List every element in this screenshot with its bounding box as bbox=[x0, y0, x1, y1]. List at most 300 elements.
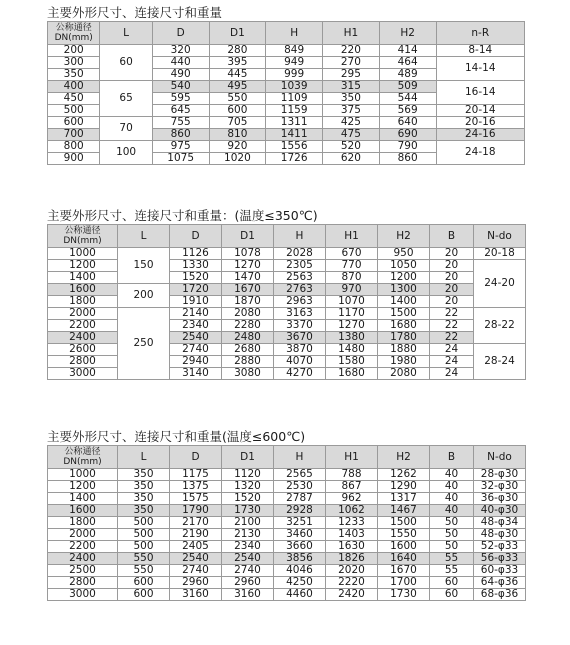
table-cell: 24 bbox=[430, 356, 474, 368]
table-cell: 1400 bbox=[48, 493, 118, 505]
table-cell: 2200 bbox=[48, 320, 118, 332]
table-cell: 2020 bbox=[326, 565, 378, 577]
table-cell: 475 bbox=[323, 129, 380, 141]
table-cell: 295 bbox=[323, 69, 380, 81]
table-cell: 1290 bbox=[378, 481, 430, 493]
table-cell: 350 bbox=[323, 93, 380, 105]
section-600c bbox=[47, 429, 525, 601]
table-cell: 70 bbox=[100, 117, 152, 141]
table-cell: 1380 bbox=[326, 332, 378, 344]
dimension-table bbox=[47, 21, 525, 165]
table-row bbox=[48, 529, 526, 541]
table-row bbox=[48, 517, 526, 529]
table-cell: 1800 bbox=[48, 517, 118, 529]
table-cell: 52-φ33 bbox=[474, 541, 526, 553]
table-cell: 350 bbox=[118, 493, 170, 505]
column-header: D bbox=[170, 225, 222, 248]
table-cell: 4250 bbox=[274, 577, 326, 589]
table-cell: 100 bbox=[100, 141, 152, 165]
table-cell: 900 bbox=[48, 153, 100, 165]
table-cell: 2960 bbox=[222, 577, 274, 589]
table-cell: 645 bbox=[152, 105, 209, 117]
table-cell: 40 bbox=[430, 493, 474, 505]
table-cell: 700 bbox=[48, 129, 100, 141]
table-row bbox=[48, 541, 526, 553]
table-cell: 2800 bbox=[48, 356, 118, 368]
table-cell: 2680 bbox=[222, 344, 274, 356]
table-cell: 22 bbox=[430, 320, 474, 332]
table-cell: 20-18 bbox=[474, 248, 526, 260]
table-row bbox=[48, 45, 525, 57]
table-cell: 2400 bbox=[48, 553, 118, 565]
table-cell: 1480 bbox=[326, 344, 378, 356]
table-row bbox=[48, 505, 526, 517]
table-cell: 55 bbox=[430, 553, 474, 565]
table-cell: 2080 bbox=[378, 368, 430, 380]
table-cell: 867 bbox=[326, 481, 378, 493]
column-header: N-do bbox=[474, 446, 526, 469]
table-cell: 4070 bbox=[274, 356, 326, 368]
table-cell: 550 bbox=[209, 93, 266, 105]
table-cell: 1880 bbox=[378, 344, 430, 356]
table-cell: 1600 bbox=[378, 541, 430, 553]
table-cell: 2740 bbox=[170, 565, 222, 577]
section-standard bbox=[47, 5, 525, 165]
table-cell: 1233 bbox=[326, 517, 378, 529]
table-cell: 1780 bbox=[378, 332, 430, 344]
table-cell: 200 bbox=[48, 45, 100, 57]
table-cell: 2763 bbox=[274, 284, 326, 296]
table-cell: 375 bbox=[323, 105, 380, 117]
table-cell: 350 bbox=[118, 469, 170, 481]
column-header: H2 bbox=[378, 225, 430, 248]
table-cell: 28-24 bbox=[474, 344, 526, 380]
table-cell: 670 bbox=[326, 248, 378, 260]
table-cell: 20 bbox=[430, 284, 474, 296]
table-cell: 24-16 bbox=[436, 129, 524, 141]
table-cell: 2963 bbox=[274, 296, 326, 308]
table-cell: 620 bbox=[323, 153, 380, 165]
table-cell: 1680 bbox=[378, 320, 430, 332]
table-cell: 1400 bbox=[378, 296, 430, 308]
table-cell: 1575 bbox=[170, 493, 222, 505]
column-header: n-R bbox=[436, 22, 524, 45]
table-cell: 1980 bbox=[378, 356, 430, 368]
section-350c bbox=[47, 208, 525, 380]
column-header: N-do bbox=[474, 225, 526, 248]
table-cell: 1826 bbox=[326, 553, 378, 565]
table-cell: 28-22 bbox=[474, 308, 526, 344]
table-cell: 3856 bbox=[274, 553, 326, 565]
table-cell: 2740 bbox=[170, 344, 222, 356]
table-cell: 2028 bbox=[274, 248, 326, 260]
table-cell: 970 bbox=[326, 284, 378, 296]
table-cell: 1330 bbox=[170, 260, 222, 272]
table-cell: 640 bbox=[379, 117, 436, 129]
table-cell: 350 bbox=[118, 481, 170, 493]
table-cell: 1790 bbox=[170, 505, 222, 517]
table-cell: 2540 bbox=[170, 332, 222, 344]
table-row bbox=[48, 141, 525, 153]
table-cell: 65 bbox=[100, 81, 152, 117]
table-cell: 56-φ33 bbox=[474, 553, 526, 565]
table-cell: 1062 bbox=[326, 505, 378, 517]
table-cell: 350 bbox=[48, 69, 100, 81]
table-row bbox=[48, 81, 525, 93]
column-header: D1 bbox=[222, 446, 274, 469]
table-cell: 28-φ30 bbox=[474, 469, 526, 481]
table-cell: 280 bbox=[209, 45, 266, 57]
table-cell: 50 bbox=[430, 529, 474, 541]
table-cell: 270 bbox=[323, 57, 380, 69]
section-title: 主要外形尺寸、连接尺寸和重量 bbox=[47, 5, 223, 20]
table-cell: 1159 bbox=[266, 105, 323, 117]
table-cell: 2280 bbox=[222, 320, 274, 332]
table-cell: 320 bbox=[152, 45, 209, 57]
table-row bbox=[48, 493, 526, 505]
table-cell: 550 bbox=[118, 553, 170, 565]
table-cell: 489 bbox=[379, 69, 436, 81]
table-cell: 1300 bbox=[378, 284, 430, 296]
table-cell: 920 bbox=[209, 141, 266, 153]
table-row bbox=[48, 284, 526, 296]
table-cell: 200 bbox=[118, 284, 170, 308]
table-cell: 395 bbox=[209, 57, 266, 69]
table-cell: 24 bbox=[430, 368, 474, 380]
table-row bbox=[48, 577, 526, 589]
table-cell: 400 bbox=[48, 81, 100, 93]
table-cell: 24-18 bbox=[436, 141, 524, 165]
table-cell: 1700 bbox=[378, 577, 430, 589]
table-cell: 600 bbox=[118, 589, 170, 601]
table-cell: 860 bbox=[152, 129, 209, 141]
table-row bbox=[48, 481, 526, 493]
table-cell: 500 bbox=[48, 105, 100, 117]
table-cell: 2200 bbox=[48, 541, 118, 553]
table-cell: 2480 bbox=[222, 332, 274, 344]
table-cell: 36-φ30 bbox=[474, 493, 526, 505]
column-header: H2 bbox=[378, 446, 430, 469]
table-cell: 1120 bbox=[222, 469, 274, 481]
table-cell: 2000 bbox=[48, 529, 118, 541]
column-header: H1 bbox=[326, 446, 378, 469]
table-cell: 2340 bbox=[170, 320, 222, 332]
table-cell: 2405 bbox=[170, 541, 222, 553]
table-row bbox=[48, 248, 526, 260]
column-header: H1 bbox=[326, 225, 378, 248]
table-cell: 2500 bbox=[48, 565, 118, 577]
table-cell: 464 bbox=[379, 57, 436, 69]
table-cell: 1109 bbox=[266, 93, 323, 105]
table-cell: 150 bbox=[118, 248, 170, 284]
section-title: 主要外形尺寸、连接尺寸和重量：(温度≤350℃) bbox=[47, 208, 318, 223]
table-cell: 1730 bbox=[222, 505, 274, 517]
table-cell: 2140 bbox=[170, 308, 222, 320]
table-cell: 2400 bbox=[48, 332, 118, 344]
table-cell: 810 bbox=[209, 129, 266, 141]
table-cell: 1630 bbox=[326, 541, 378, 553]
table-cell: 3163 bbox=[274, 308, 326, 320]
table-cell: 64-φ36 bbox=[474, 577, 526, 589]
section-title: 主要外形尺寸、连接尺寸和重量(温度≤600℃) bbox=[47, 429, 306, 444]
table-header-row bbox=[48, 225, 526, 248]
column-header: B bbox=[430, 446, 474, 469]
table-cell: 425 bbox=[323, 117, 380, 129]
dimension-table bbox=[47, 445, 526, 601]
table-cell: 2787 bbox=[274, 493, 326, 505]
table-cell: 569 bbox=[379, 105, 436, 117]
table-cell: 2190 bbox=[170, 529, 222, 541]
table-cell: 975 bbox=[152, 141, 209, 153]
column-header: 公称通径 DN(mm) bbox=[48, 225, 118, 248]
table-cell: 1500 bbox=[378, 517, 430, 529]
table-cell: 544 bbox=[379, 93, 436, 105]
table-row bbox=[48, 308, 526, 320]
table-cell: 1375 bbox=[170, 481, 222, 493]
table-cell: 40-φ30 bbox=[474, 505, 526, 517]
table-cell: 1550 bbox=[378, 529, 430, 541]
table-cell: 20 bbox=[430, 248, 474, 260]
column-header: L bbox=[118, 225, 170, 248]
table-cell: 24-20 bbox=[474, 260, 526, 308]
table-cell: 1600 bbox=[48, 505, 118, 517]
column-header: D1 bbox=[209, 22, 266, 45]
table-header-row bbox=[48, 22, 525, 45]
table-cell: 20 bbox=[430, 260, 474, 272]
table-cell: 60 bbox=[100, 45, 152, 81]
table-cell: 1910 bbox=[170, 296, 222, 308]
table-cell: 1467 bbox=[378, 505, 430, 517]
table-cell: 860 bbox=[379, 153, 436, 165]
table-cell: 1175 bbox=[170, 469, 222, 481]
table-cell: 3460 bbox=[274, 529, 326, 541]
table-cell: 3140 bbox=[170, 368, 222, 380]
table-cell: 495 bbox=[209, 81, 266, 93]
table-cell: 690 bbox=[379, 129, 436, 141]
table-cell: 450 bbox=[48, 93, 100, 105]
table-cell: 315 bbox=[323, 81, 380, 93]
table-cell: 962 bbox=[326, 493, 378, 505]
table-cell: 1470 bbox=[222, 272, 274, 284]
table-cell: 2740 bbox=[222, 565, 274, 577]
table-cell: 1050 bbox=[378, 260, 430, 272]
table-row bbox=[48, 565, 526, 577]
table-cell: 2530 bbox=[274, 481, 326, 493]
table-cell: 1270 bbox=[326, 320, 378, 332]
table-cell: 14-14 bbox=[436, 57, 524, 81]
table-cell: 1730 bbox=[378, 589, 430, 601]
table-cell: 32-φ30 bbox=[474, 481, 526, 493]
column-header: B bbox=[430, 225, 474, 248]
table-cell: 68-φ36 bbox=[474, 589, 526, 601]
table-cell: 1400 bbox=[48, 272, 118, 284]
table-cell: 2960 bbox=[170, 577, 222, 589]
table-cell: 2170 bbox=[170, 517, 222, 529]
column-header: 公称通径 DN(mm) bbox=[48, 22, 100, 45]
table-cell: 1000 bbox=[48, 248, 118, 260]
table-cell: 60 bbox=[430, 589, 474, 601]
table-cell: 3670 bbox=[274, 332, 326, 344]
table-cell: 2000 bbox=[48, 308, 118, 320]
column-header: H2 bbox=[379, 22, 436, 45]
table-cell: 2565 bbox=[274, 469, 326, 481]
table-cell: 550 bbox=[118, 565, 170, 577]
table-cell: 1070 bbox=[326, 296, 378, 308]
table-cell: 1411 bbox=[266, 129, 323, 141]
table-cell: 60 bbox=[430, 577, 474, 589]
table-cell: 1600 bbox=[48, 284, 118, 296]
table-cell: 40 bbox=[430, 481, 474, 493]
column-header: D bbox=[152, 22, 209, 45]
table-cell: 1403 bbox=[326, 529, 378, 541]
table-cell: 2928 bbox=[274, 505, 326, 517]
table-cell: 2540 bbox=[170, 553, 222, 565]
column-header: L bbox=[100, 22, 152, 45]
table-cell: 1270 bbox=[222, 260, 274, 272]
table-cell: 20 bbox=[430, 296, 474, 308]
table-cell: 3160 bbox=[170, 589, 222, 601]
table-cell: 2880 bbox=[222, 356, 274, 368]
table-cell: 595 bbox=[152, 93, 209, 105]
table-cell: 300 bbox=[48, 57, 100, 69]
table-cell: 3660 bbox=[274, 541, 326, 553]
table-cell: 1320 bbox=[222, 481, 274, 493]
table-cell: 3000 bbox=[48, 589, 118, 601]
table-cell: 1200 bbox=[48, 260, 118, 272]
table-cell: 950 bbox=[378, 248, 430, 260]
table-cell: 540 bbox=[152, 81, 209, 93]
table-cell: 414 bbox=[379, 45, 436, 57]
table-cell: 1680 bbox=[326, 368, 378, 380]
table-cell: 4046 bbox=[274, 565, 326, 577]
table-row bbox=[48, 589, 526, 601]
column-header: H bbox=[274, 225, 326, 248]
table-cell: 4270 bbox=[274, 368, 326, 380]
table-cell: 8-14 bbox=[436, 45, 524, 57]
table-cell: 2540 bbox=[222, 553, 274, 565]
table-cell: 20-16 bbox=[436, 117, 524, 129]
table-cell: 2340 bbox=[222, 541, 274, 553]
table-row bbox=[48, 117, 525, 129]
table-cell: 2080 bbox=[222, 308, 274, 320]
table-cell: 50 bbox=[430, 541, 474, 553]
table-cell: 16-14 bbox=[436, 81, 524, 105]
table-cell: 788 bbox=[326, 469, 378, 481]
table-cell: 1556 bbox=[266, 141, 323, 153]
table-cell: 4460 bbox=[274, 589, 326, 601]
table-cell: 48-φ30 bbox=[474, 529, 526, 541]
table-cell: 40 bbox=[430, 469, 474, 481]
table-cell: 350 bbox=[118, 505, 170, 517]
table-cell: 1870 bbox=[222, 296, 274, 308]
column-header: H bbox=[274, 446, 326, 469]
table-cell: 20-14 bbox=[436, 105, 524, 117]
table-cell: 3251 bbox=[274, 517, 326, 529]
table-cell: 2220 bbox=[326, 577, 378, 589]
table-cell: 2940 bbox=[170, 356, 222, 368]
table-cell: 600 bbox=[209, 105, 266, 117]
table-cell: 440 bbox=[152, 57, 209, 69]
table-cell: 755 bbox=[152, 117, 209, 129]
column-header: H1 bbox=[323, 22, 380, 45]
table-cell: 1039 bbox=[266, 81, 323, 93]
table-cell: 3080 bbox=[222, 368, 274, 380]
table-cell: 1262 bbox=[378, 469, 430, 481]
table-cell: 2100 bbox=[222, 517, 274, 529]
table-cell: 600 bbox=[48, 117, 100, 129]
table-cell: 770 bbox=[326, 260, 378, 272]
table-cell: 445 bbox=[209, 69, 266, 81]
table-cell: 800 bbox=[48, 141, 100, 153]
table-row bbox=[48, 469, 526, 481]
table-cell: 1078 bbox=[222, 248, 274, 260]
table-cell: 500 bbox=[118, 517, 170, 529]
table-cell: 500 bbox=[118, 541, 170, 553]
table-cell: 600 bbox=[118, 577, 170, 589]
table-cell: 55 bbox=[430, 565, 474, 577]
table-cell: 1800 bbox=[48, 296, 118, 308]
table-cell: 870 bbox=[326, 272, 378, 284]
table-cell: 22 bbox=[430, 308, 474, 320]
table-cell: 2600 bbox=[48, 344, 118, 356]
table-cell: 1200 bbox=[48, 481, 118, 493]
table-cell: 849 bbox=[266, 45, 323, 57]
table-cell: 2800 bbox=[48, 577, 118, 589]
table-row bbox=[48, 553, 526, 565]
table-cell: 2130 bbox=[222, 529, 274, 541]
table-cell: 500 bbox=[118, 529, 170, 541]
table-cell: 1580 bbox=[326, 356, 378, 368]
table-cell: 2305 bbox=[274, 260, 326, 272]
table-cell: 250 bbox=[118, 308, 170, 380]
table-cell: 2420 bbox=[326, 589, 378, 601]
table-cell: 1317 bbox=[378, 493, 430, 505]
table-cell: 949 bbox=[266, 57, 323, 69]
table-cell: 790 bbox=[379, 141, 436, 153]
table-cell: 3370 bbox=[274, 320, 326, 332]
table-cell: 50 bbox=[430, 517, 474, 529]
table-cell: 1020 bbox=[209, 153, 266, 165]
table-cell: 705 bbox=[209, 117, 266, 129]
table-cell: 1000 bbox=[48, 469, 118, 481]
table-cell: 1200 bbox=[378, 272, 430, 284]
table-cell: 1670 bbox=[222, 284, 274, 296]
table-cell: 1075 bbox=[152, 153, 209, 165]
table-cell: 1311 bbox=[266, 117, 323, 129]
table-cell: 999 bbox=[266, 69, 323, 81]
table-cell: 490 bbox=[152, 69, 209, 81]
table-cell: 3000 bbox=[48, 368, 118, 380]
table-cell: 1670 bbox=[378, 565, 430, 577]
table-cell: 20 bbox=[430, 272, 474, 284]
table-cell: 520 bbox=[323, 141, 380, 153]
table-cell: 1520 bbox=[170, 272, 222, 284]
table-cell: 3160 bbox=[222, 589, 274, 601]
column-header: D1 bbox=[222, 225, 274, 248]
column-header: 公称通径 DN(mm) bbox=[48, 446, 118, 469]
table-cell: 3870 bbox=[274, 344, 326, 356]
dimension-table bbox=[47, 224, 526, 380]
table-cell: 1126 bbox=[170, 248, 222, 260]
table-cell: 1520 bbox=[222, 493, 274, 505]
table-cell: 220 bbox=[323, 45, 380, 57]
table-cell: 48-φ34 bbox=[474, 517, 526, 529]
table-cell: 24 bbox=[430, 344, 474, 356]
table-cell: 1726 bbox=[266, 153, 323, 165]
table-cell: 60-φ33 bbox=[474, 565, 526, 577]
table-cell: 1640 bbox=[378, 553, 430, 565]
column-header: L bbox=[118, 446, 170, 469]
